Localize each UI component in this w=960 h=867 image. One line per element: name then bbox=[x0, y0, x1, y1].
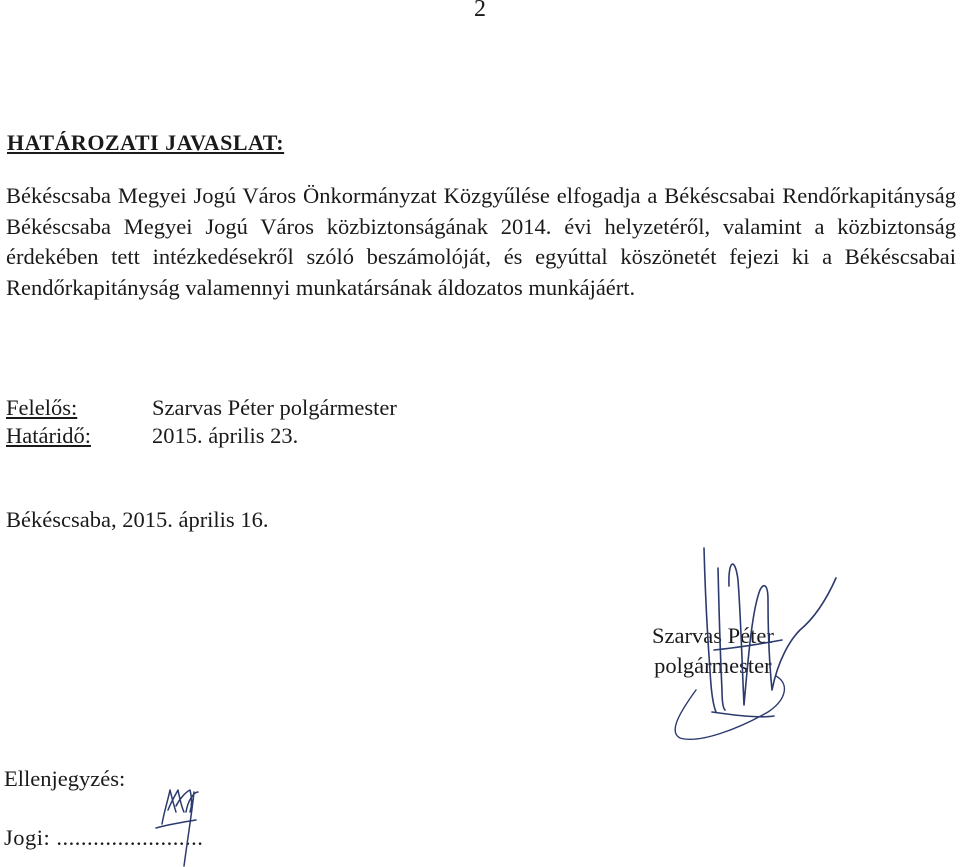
responsible-value: Szarvas Péter polgármester bbox=[152, 395, 397, 420]
legal-countersign-line: Jogi: ........................ bbox=[4, 825, 204, 850]
deadline-label: Határidő: bbox=[6, 423, 91, 448]
signatory-name: Szarvas Péter bbox=[652, 623, 774, 648]
responsible-label: Felelős: bbox=[6, 395, 78, 420]
resolution-body: Békéscsaba Megyei Jogú Város Önkormányzat Közgyűlése elfogadja a Békéscsabai Rendőrkapitányság Békéscsaba Megyei Jogú Város közbiztonságának 2014. évi helyzetéről, valamint a közbiztonság érdekében tett intézkedésekről szóló beszámolóját, és egyúttal köszönetét fejezi ki a Békéscsabai Rendőrkapitányság valamennyi munkatársának áldozatos munkájáért. bbox=[6, 183, 956, 300]
signatory-title: polgármester bbox=[654, 653, 772, 678]
place-date: Békéscsaba, 2015. április 16. bbox=[6, 507, 269, 532]
page-number: 2 bbox=[474, 0, 486, 22]
countersign-label: Ellenjegyzés: bbox=[4, 766, 126, 791]
resolution-heading: HATÁROZATI JAVASLAT: bbox=[7, 130, 285, 155]
deadline-value: 2015. április 23. bbox=[152, 423, 299, 448]
mayor-signature-loop bbox=[675, 676, 784, 739]
signature-block bbox=[652, 621, 774, 681]
